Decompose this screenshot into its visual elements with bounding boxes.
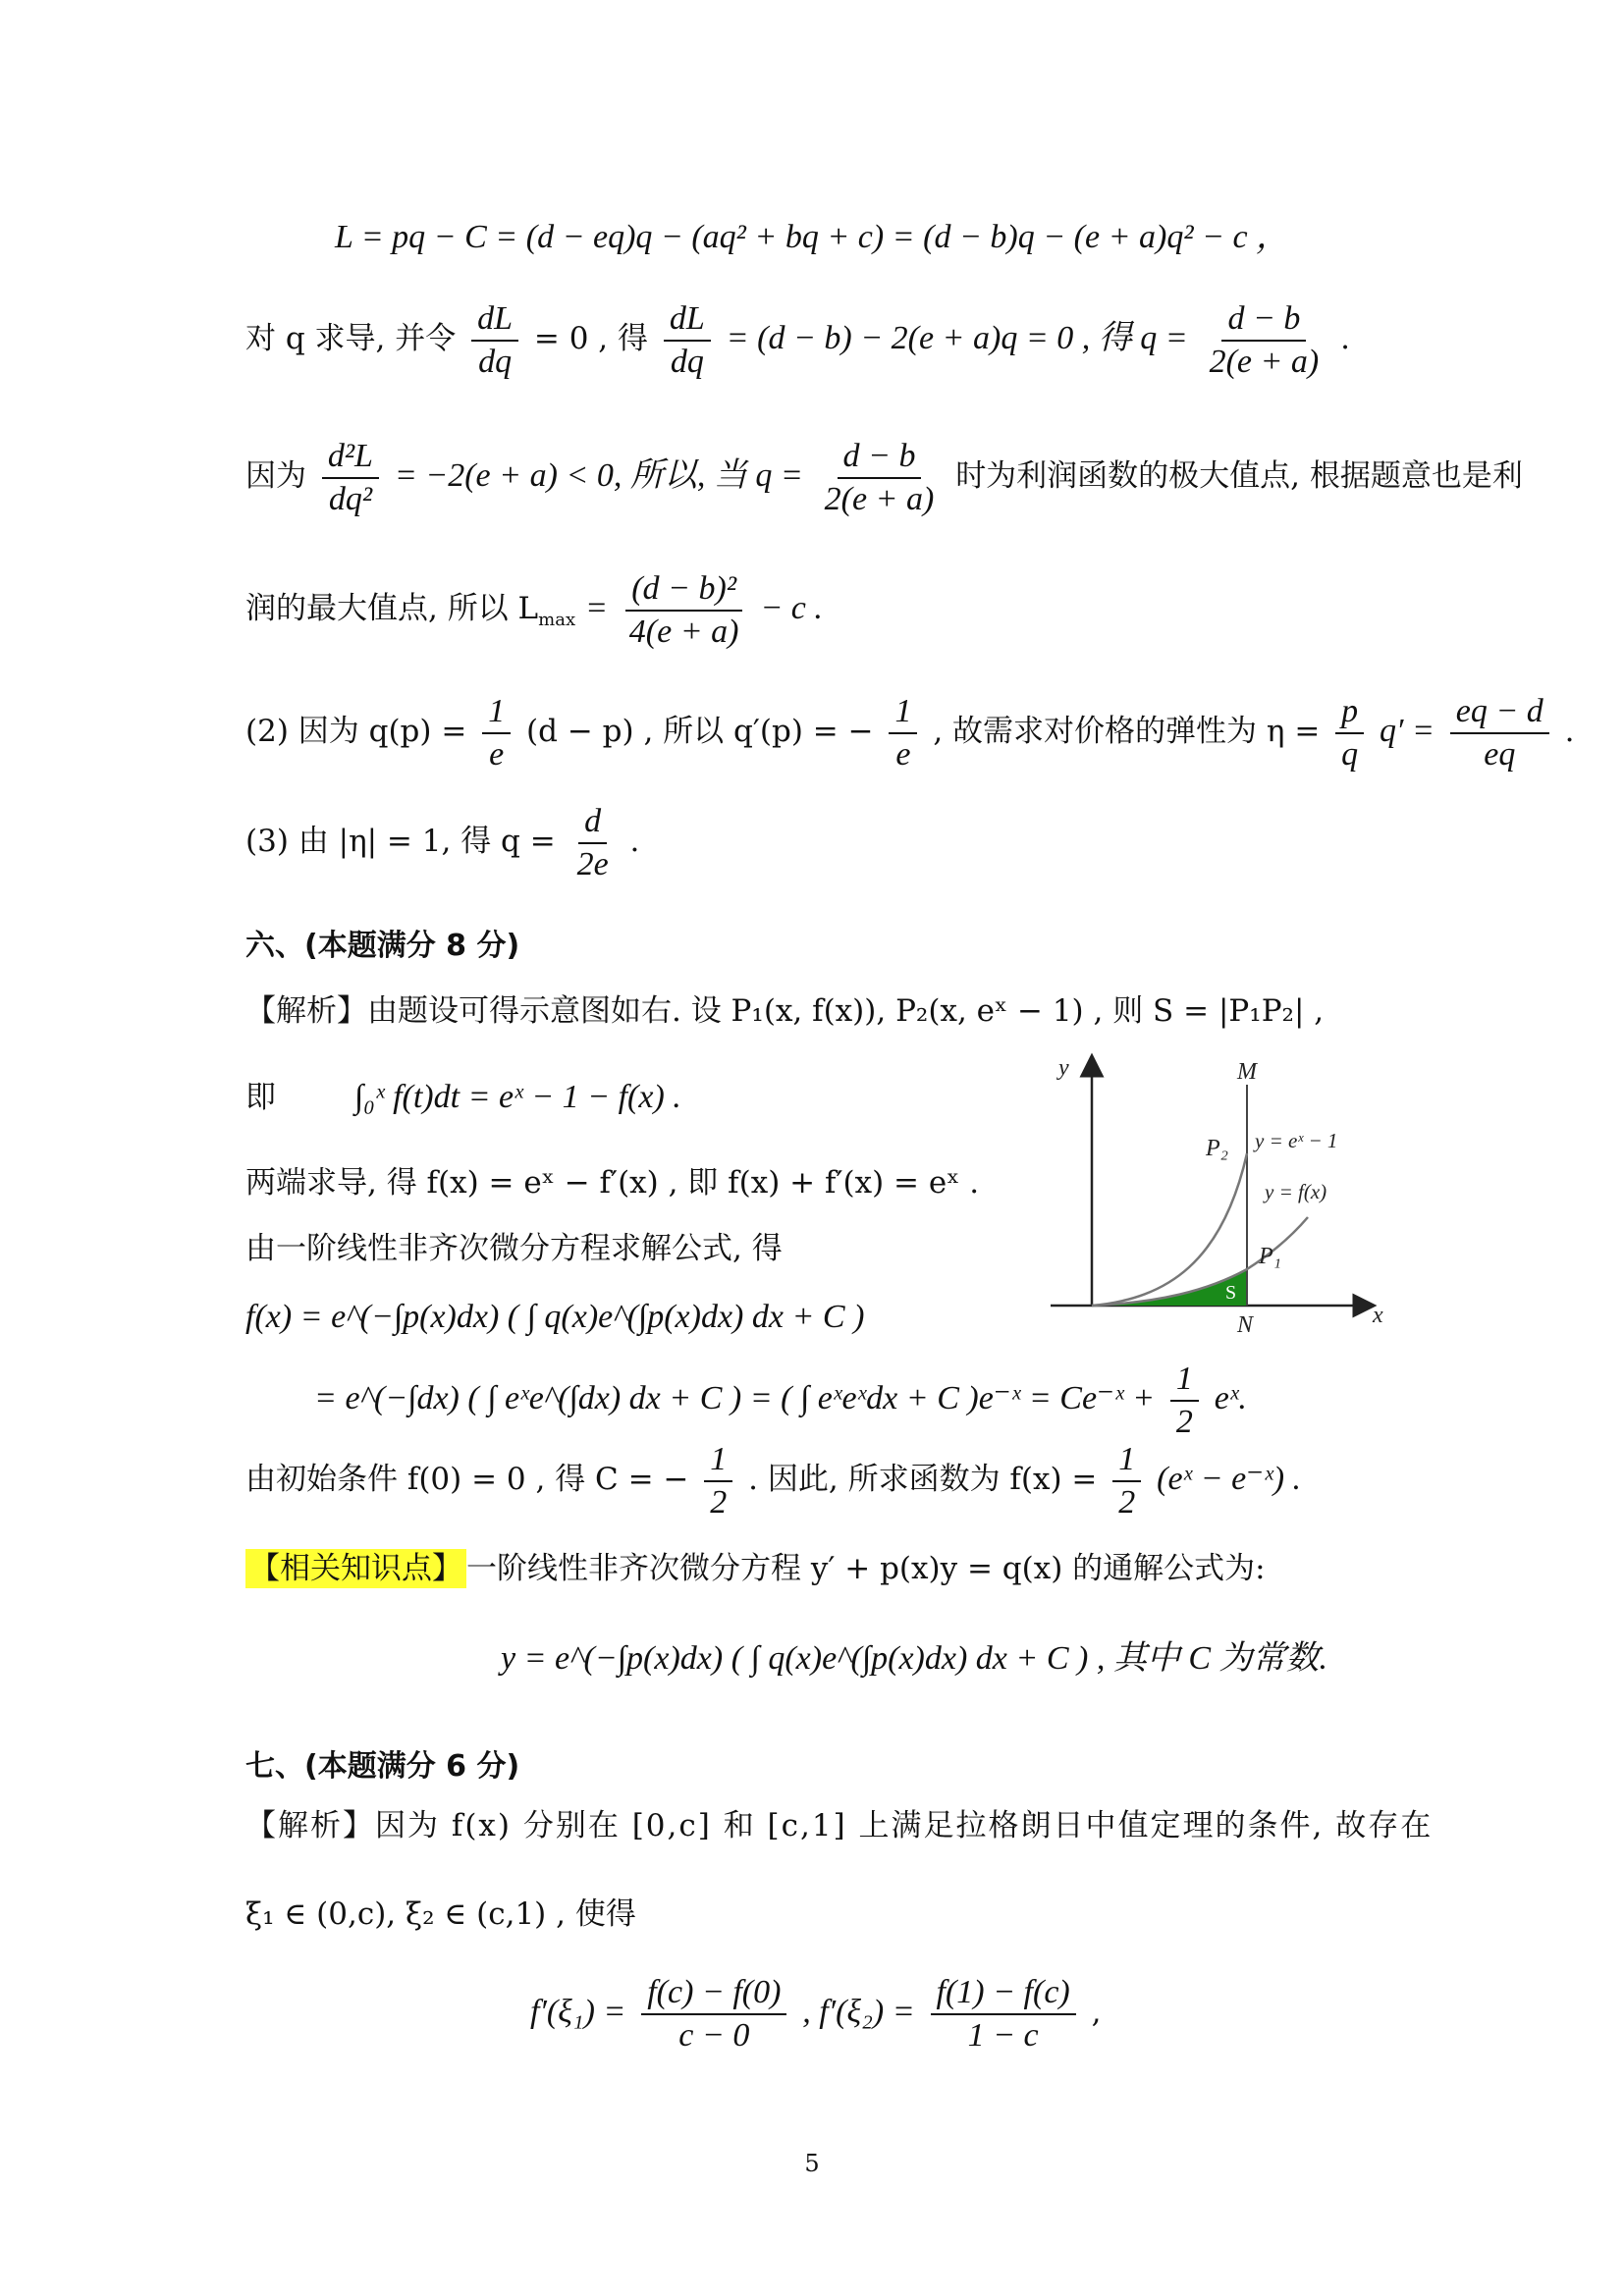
curve-f-label: y = f(x) — [1265, 1180, 1327, 1203]
numerator: d − b — [1221, 298, 1306, 342]
numerator: 1 — [482, 691, 511, 734]
section-heading-6: 六、(本题满分 8 分) — [245, 929, 520, 963]
numerator: dL — [471, 298, 518, 342]
curve-exp-label: y = eˣ − 1 — [1255, 1129, 1338, 1152]
text: 由初始条件 f(0) = 0 , 得 C = − — [245, 1462, 689, 1497]
initial-condition-line — [245, 1435, 1301, 1523]
xi-line: ξ₁ ∈ (0,c), ξ₂ ∈ (c,1) , 使得 — [245, 1896, 636, 1932]
text: 即 — [245, 1080, 276, 1115]
fraction — [471, 298, 518, 383]
denominator: 2 — [710, 1483, 728, 1521]
mean-value-line — [530, 1968, 1101, 2056]
general-solution-line: f(x) = e^(−∫p(x)dx) ( ∫ q(x)e^(∫p(x)dx) dx + C ) — [245, 1299, 865, 1335]
text: (eˣ − e⁻ˣ) . — [1157, 1461, 1302, 1497]
text: . 因此, 所求函数为 f(x) = — [748, 1462, 1098, 1497]
analysis-line: 【解析】由题设可得示意图如右. 设 P₁(x, f(x)), P₂(x, eˣ − 1) , 则 S = |P₁P₂| , — [245, 993, 1325, 1029]
fraction — [704, 1439, 732, 1523]
numerator: 1 — [1112, 1439, 1141, 1482]
denominator: 2(e + a) — [1209, 343, 1320, 380]
max-profit-line — [245, 564, 823, 665]
page-number: 5 — [804, 2150, 820, 2177]
fraction — [1112, 1439, 1141, 1523]
denominator: dq — [670, 343, 704, 380]
numerator: d − b — [838, 436, 922, 479]
text: = 0 , 得 — [533, 321, 649, 356]
schematic-figure — [1041, 1045, 1389, 1340]
numerator: 1 — [1170, 1359, 1199, 1402]
text: = e^(−∫dx) ( ∫ eˣe^(∫dx) dx + C ) = ( ∫ eˣeˣdx + C )e⁻ˣ = Ce⁻ˣ + — [314, 1380, 1156, 1416]
fraction — [482, 691, 511, 775]
fraction — [819, 436, 941, 520]
region-s-label: S — [1225, 1282, 1237, 1304]
second-derivative-line — [245, 432, 1523, 520]
denominator: c − 0 — [678, 2016, 750, 2054]
numerator: p — [1335, 691, 1364, 734]
text: (2) 因为 q(p) = — [245, 714, 467, 749]
denominator: 2e — [576, 845, 609, 882]
numerator: f(c) − f(0) — [641, 1972, 786, 2015]
text: . — [629, 824, 640, 859]
fraction — [664, 298, 711, 383]
denominator: 2 — [1118, 1483, 1136, 1521]
text: = −2(e + a) < 0, 所以, 当 q = — [394, 457, 803, 494]
numerator: eq − d — [1450, 691, 1549, 734]
text: f′(ξ₁) = — [530, 1994, 626, 2030]
point-n-label: N — [1237, 1312, 1254, 1338]
fraction — [571, 801, 615, 885]
text: − c . — [760, 590, 823, 626]
derivative-line — [245, 294, 1350, 383]
text: . — [1564, 714, 1575, 749]
knowledge-point-line — [245, 1549, 1266, 1588]
lagrange-line: 【解析】因为 f(x) 分别在 [0,c] 和 [c,1] 上满足拉格朗日中值定理的条件, 故存在 — [245, 1808, 1434, 1843]
numerator: dL — [664, 298, 711, 342]
differentiation-line: 两端求导, 得 f(x) = eˣ − f′(x) , 即 f(x) + f′(x) = eˣ . — [245, 1165, 980, 1201]
numerator: 1 — [889, 691, 917, 734]
numerator: d — [578, 801, 607, 844]
solution-expansion-line — [314, 1355, 1247, 1443]
denominator: e — [895, 735, 911, 773]
text: 润的最大值点, 所以 L — [245, 591, 539, 626]
denominator: 1 − c — [967, 2016, 1039, 2054]
denominator: dq² — [328, 480, 373, 517]
point-m-label: M — [1237, 1059, 1257, 1085]
section-heading-7: 七、(本题满分 6 分) — [245, 1749, 520, 1784]
fraction — [1335, 691, 1364, 775]
shaded-region-s — [1092, 1269, 1247, 1306]
integral-equation: ∫₀ˣ f(t)dt = eˣ − 1 − f(x) . — [353, 1079, 681, 1115]
text: , — [1091, 1995, 1102, 2030]
general-formula-line: y = e^(−∫p(x)dx) ( ∫ q(x)e^(∫p(x)dx) dx + C ) , 其中 C 为常数. — [501, 1640, 1327, 1677]
denominator: 4(e + a) — [628, 613, 739, 650]
fraction — [641, 1972, 786, 2056]
fraction — [1170, 1359, 1199, 1443]
denominator: e — [489, 735, 505, 773]
point-p1-label: P₁ — [1259, 1244, 1282, 1269]
text: , f′(ξ₂) = — [802, 1994, 915, 2030]
text: , 故需求对价格的弹性为 η = — [933, 714, 1321, 749]
denominator: 2 — [1175, 1403, 1193, 1440]
numerator: 1 — [704, 1439, 732, 1482]
y-axis-label: y — [1058, 1055, 1069, 1081]
numerator: d²L — [322, 436, 379, 479]
fraction — [1450, 691, 1549, 775]
point-p2-label: P₂ — [1206, 1136, 1229, 1161]
numerator: f(1) − f(c) — [931, 1972, 1076, 2015]
fraction — [1204, 298, 1326, 383]
text: 因为 — [245, 458, 306, 494]
text: . — [1340, 321, 1350, 356]
denominator: eq — [1484, 735, 1516, 773]
text: = (d − b) − 2(e + a)q = 0 , 得 q = — [726, 320, 1188, 356]
knowledge-point-tag: 【相关知识点】 — [245, 1549, 466, 1588]
fraction — [623, 568, 745, 653]
text: 时为利润函数的极大值点, 根据题意也是利 — [955, 458, 1523, 494]
text: = — [584, 590, 608, 626]
x-axis-label: x — [1373, 1303, 1383, 1328]
fraction — [889, 691, 917, 775]
denominator: q — [1341, 735, 1359, 773]
fraction — [322, 436, 379, 520]
text: (d − p) , 所以 q′(p) = − — [526, 714, 874, 749]
fraction — [931, 1972, 1076, 2056]
text: (3) 由 |η| = 1, 得 q = — [245, 824, 556, 859]
figure-svg — [1041, 1045, 1389, 1340]
integral-line — [245, 1078, 681, 1117]
denominator: dq — [478, 343, 513, 380]
formula-intro-line: 由一阶线性非齐次微分方程求解公式, 得 — [245, 1231, 783, 1266]
denominator: 2(e + a) — [824, 480, 935, 517]
elasticity-line — [245, 687, 1575, 775]
subscript: max — [538, 610, 576, 631]
text: 对 q 求导, 并令 — [245, 321, 457, 356]
text: q′ = — [1380, 713, 1435, 749]
profit-equation: L = pq − C = (d − eq)q − (aq² + bq + c) = (d − b)q − (e + a)q² − c ， — [334, 219, 1290, 255]
numerator: (d − b)² — [625, 568, 742, 612]
text: 一阶线性非齐次微分方程 y′ + p(x)y = q(x) 的通解公式为: — [466, 1551, 1266, 1586]
text: eˣ. — [1214, 1380, 1247, 1416]
result-line — [245, 797, 639, 885]
